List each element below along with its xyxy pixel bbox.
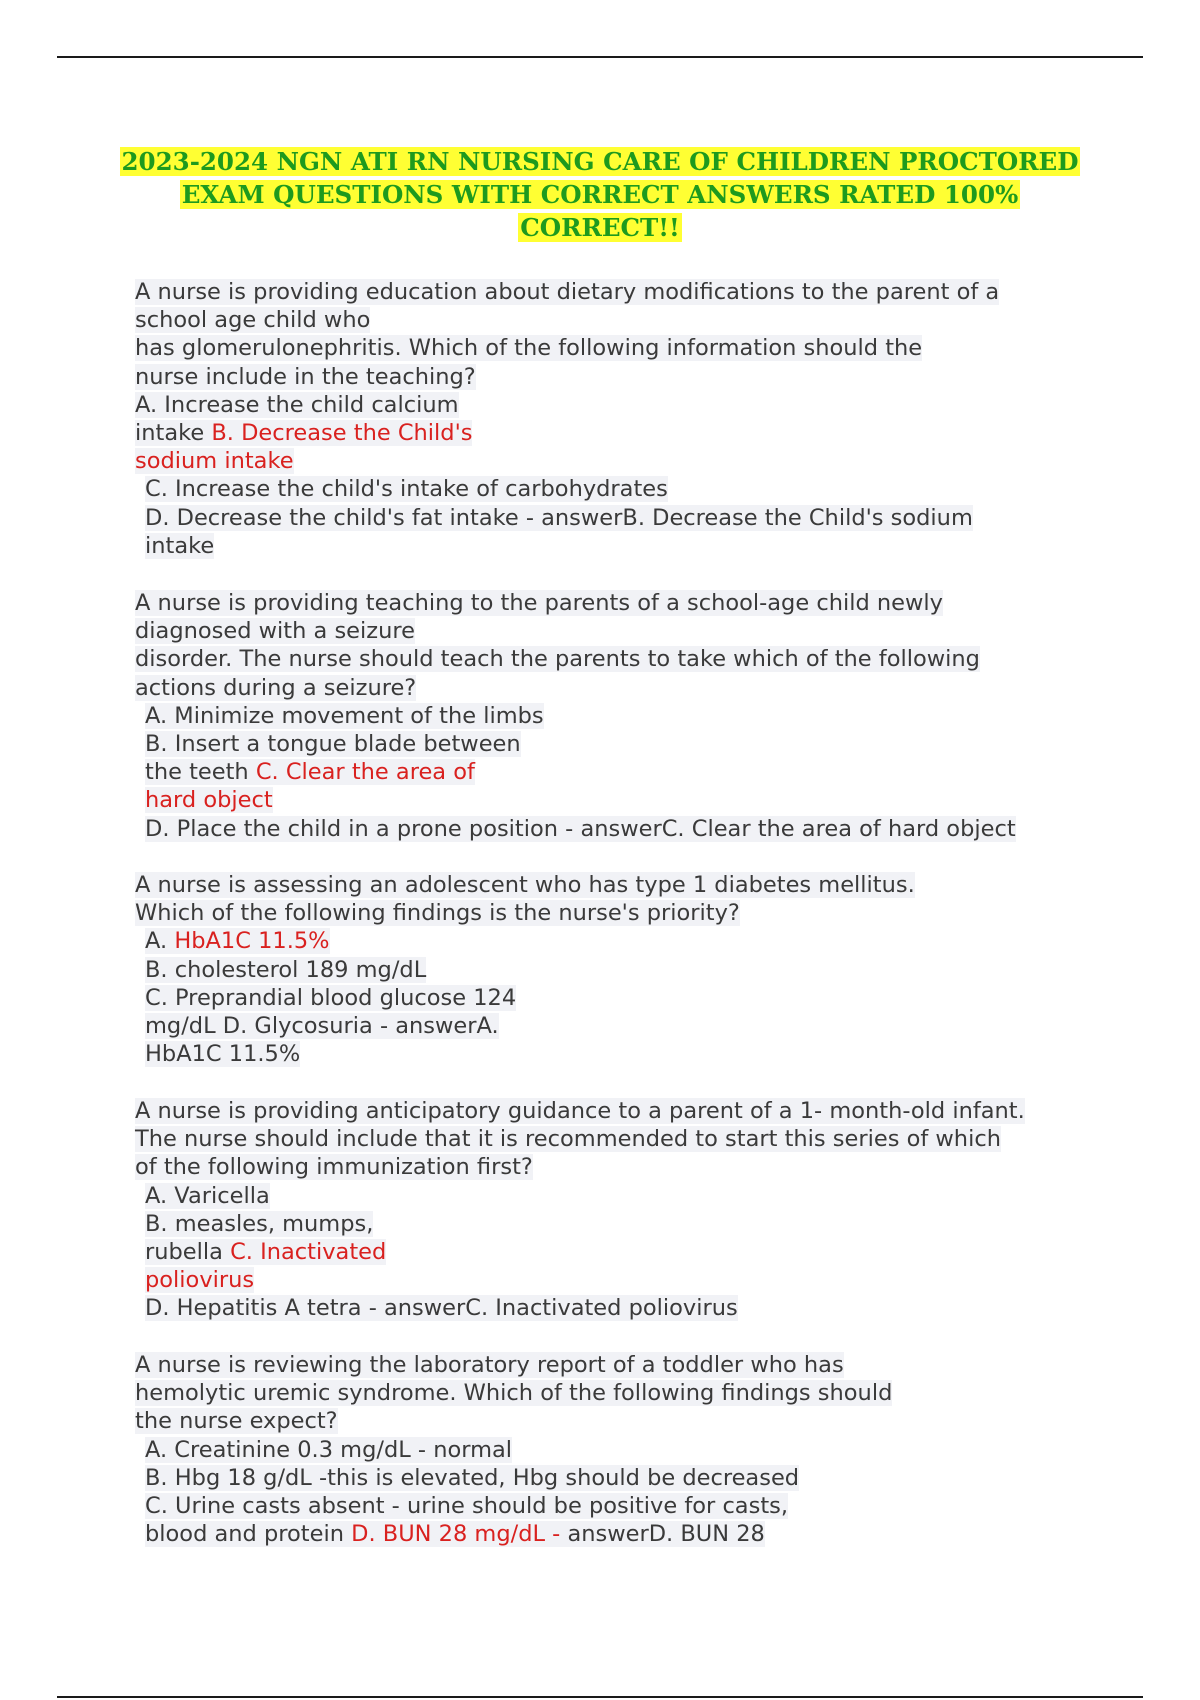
question-text: the nurse expect?	[135, 1408, 338, 1435]
correct-option-cont: sodium intake	[135, 448, 294, 475]
question-text: has glomerulonephritis. Which of the following information should the	[135, 335, 923, 362]
question-text: disorder. The nurse should teach the parents to take which of the following	[135, 646, 980, 673]
option-b: B. cholesterol 189 mg/dL	[145, 956, 427, 983]
answer-text: answerD. BUN 28	[567, 1521, 765, 1548]
correct-option: HbA1C 11.5%	[174, 928, 330, 955]
option-b: B. Hbg 18 g/dL -this is elevated, Hbg should be decreased	[145, 1464, 800, 1491]
correct-option-cont: hard object	[145, 787, 273, 814]
option-c: C. Urine casts absent - urine should be positive for casts,	[145, 1493, 789, 1520]
question-text: A nurse is reviewing the laboratory report of a toddler who has	[135, 1352, 844, 1378]
top-rule	[57, 56, 1143, 58]
question-text: A nurse is providing education about dietary modifications to the parent of a	[135, 279, 1000, 305]
option-d-answer: mg/dL D. Glycosuria - answerA.	[145, 1013, 499, 1040]
option-d-answer: D. Decrease the child's fat intake - answerB. Decrease the Child's sodium	[145, 504, 973, 531]
option-b: B. Insert a tongue blade between	[145, 731, 521, 758]
correct-option-cont: poliovirus	[145, 1267, 255, 1294]
option-a-label: A.	[145, 928, 175, 955]
question-text: Which of the following findings is the nurse's priority?	[135, 900, 740, 927]
option-b-cont: rubella	[145, 1239, 231, 1266]
question-3	[135, 871, 1095, 1068]
answer-cont: intake	[145, 532, 215, 559]
question-text: A nurse is assessing an adolescent who has type 1 diabetes mellitus.	[135, 872, 915, 898]
question-text: actions during a seizure?	[135, 674, 417, 701]
option-c-cont: blood and protein	[145, 1521, 352, 1548]
question-2	[135, 589, 1095, 843]
question-text: of the following immunization first?	[135, 1154, 533, 1181]
correct-option: C. Inactivated	[230, 1239, 387, 1266]
option-b-cont: the teeth	[145, 759, 256, 786]
question-text: A nurse is providing anticipatory guidance to a parent of a 1- month-old infant.	[135, 1098, 1025, 1124]
answer-cont: HbA1C 11.5%	[145, 1041, 301, 1068]
option-c: C. Preprandial blood glucose 124	[145, 984, 517, 1011]
option-d-answer: D. Hepatitis A tetra - answerC. Inactivated poliovirus	[145, 1295, 738, 1322]
question-text: hemolytic uremic syndrome. Which of the following findings should	[135, 1380, 893, 1407]
question-4	[135, 1097, 1095, 1323]
title-line-2: EXAM QUESTIONS WITH CORRECT ANSWERS RATED 100%	[181, 180, 1019, 209]
bottom-rule	[57, 1696, 1143, 1698]
question-1	[135, 278, 1095, 560]
correct-option: D. BUN 28 mg/dL -	[351, 1521, 568, 1548]
option-c: C. Increase the child's intake of carbohydrates	[145, 476, 668, 503]
question-text: school age child who	[135, 307, 371, 334]
option-a: A. Minimize movement of the limbs	[145, 702, 544, 729]
correct-option: C. Clear the area of	[255, 759, 475, 786]
option-b: B. measles, mumps,	[145, 1210, 374, 1237]
option-a: A. Creatinine 0.3 mg/dL - normal	[145, 1436, 513, 1463]
option-a: A. Varicella	[145, 1182, 270, 1209]
question-text: The nurse should include that it is recommended to start this series of which	[135, 1126, 1001, 1153]
option-a-cont: intake	[135, 420, 212, 447]
option-d-answer: D. Place the child in a prone position - answerC. Clear the area of hard object	[145, 815, 1016, 842]
option-a: A. Increase the child calcium	[135, 391, 459, 418]
question-text: nurse include in the teaching?	[135, 363, 476, 390]
document-title	[100, 145, 1100, 244]
question-text: diagnosed with a seizure	[135, 618, 415, 645]
correct-option: B. Decrease the Child's	[211, 420, 473, 447]
question-text: A nurse is providing teaching to the parents of a school-age child newly	[135, 590, 943, 616]
question-5	[135, 1351, 1095, 1548]
title-line-3: CORRECT!!	[520, 213, 680, 242]
title-line-1: 2023-2024 NGN ATI RN NURSING CARE OF CHILDREN PROCTORED	[121, 147, 1079, 176]
